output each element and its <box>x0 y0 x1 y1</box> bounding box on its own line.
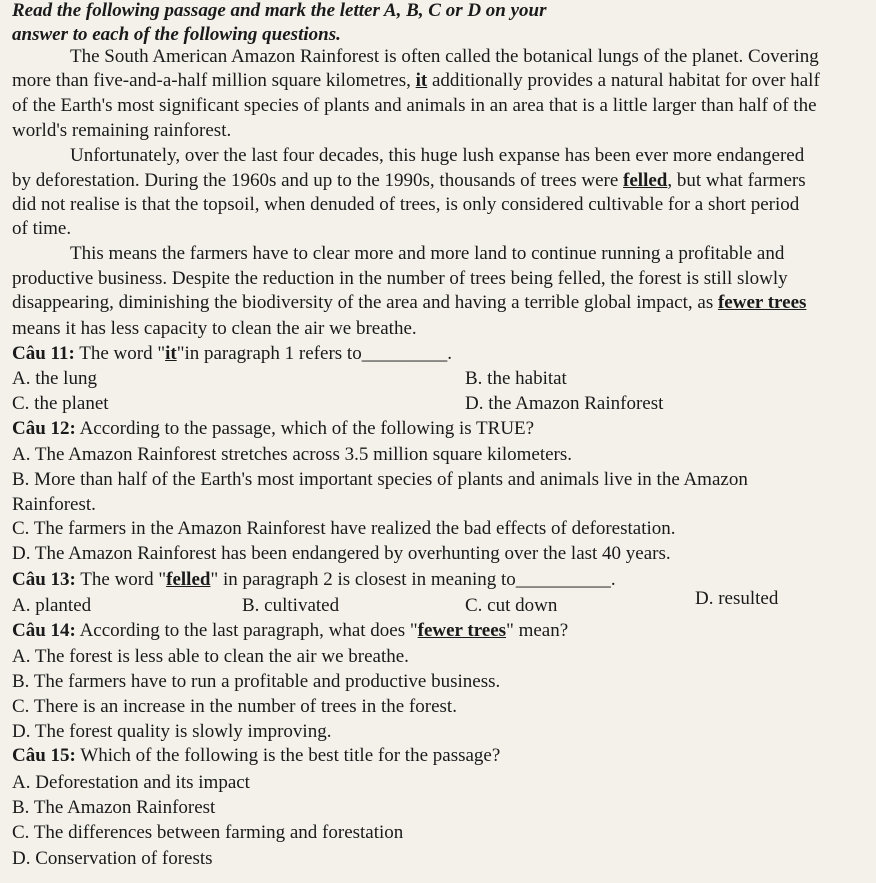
instructions-line-1: Read the following passage and mark the letter A, B, C or D on your <box>12 0 547 21</box>
q14-option-c[interactable]: C. There is an increase in the number of trees in the forest. <box>12 696 457 717</box>
passage-p3-line-2: productive business. Despite the reduction in the number of trees being felled, the forest is still slowly <box>12 268 788 289</box>
passage-p1-line-1: The South American Amazon Rainforest is often called the botanical lungs of the planet. Covering <box>70 46 819 67</box>
q11-option-d[interactable]: D. the Amazon Rainforest <box>465 393 664 414</box>
q15-option-a[interactable]: A. Deforestation and its impact <box>12 772 250 793</box>
q13-option-c[interactable]: C. cut down <box>465 595 558 616</box>
passage-p1-line-4: world's remaining rainforest. <box>12 120 232 141</box>
passage-p1-line-2: more than five-and-a-half million square kilometres, it additionally provides a natural habitat for over half <box>12 70 820 91</box>
passage-p2-line-3: did not realise is that the topsoil, when denuded of trees, is only considered cultivable for a short period <box>12 194 800 215</box>
q11-option-c[interactable]: C. the planet <box>12 393 109 414</box>
question-14: Câu 14: According to the last paragraph, what does "fewer trees" mean? <box>12 620 569 641</box>
passage-p3-line-4: means it has less capacity to clean the air we breathe. <box>12 318 417 339</box>
q12-option-a[interactable]: A. The Amazon Rainforest stretches across 3.5 million square kilometers. <box>12 444 573 465</box>
passage-p3-line-1: This means the farmers have to clear more and more land to continue running a profitable and <box>70 243 785 264</box>
q12-option-c[interactable]: C. The farmers in the Amazon Rainforest have realized the bad effects of deforestation. <box>12 518 676 539</box>
passage-p2-line-4: of time. <box>12 218 72 239</box>
keyword-it: it <box>415 70 428 91</box>
question-12: Câu 12: According to the passage, which of the following is TRUE? <box>12 418 535 439</box>
instructions-line-2: answer to each of the following questions. <box>12 24 341 45</box>
passage-p3-line-3: disappearing, diminishing the biodiversity of the area and having a terrible global impact, as fewer trees <box>12 292 807 313</box>
q14-option-b[interactable]: B. The farmers have to run a profitable and productive business. <box>12 671 501 692</box>
q11-option-b[interactable]: B. the habitat <box>465 368 567 389</box>
q12-option-b-cont[interactable]: Rainforest. <box>12 494 96 515</box>
q12-option-d[interactable]: D. The Amazon Rainforest has been endangered by overhunting over the last 40 years. <box>12 543 671 564</box>
question-13: Câu 13: The word "felled" in paragraph 2 is closest in meaning to__________. <box>12 569 616 590</box>
question-15: Câu 15: Which of the following is the best title for the passage? <box>12 745 501 766</box>
question-11: Câu 11: The word "it"in paragraph 1 refers to_________. <box>12 343 452 364</box>
q13-option-b[interactable]: B. cultivated <box>242 595 340 616</box>
q14-option-a[interactable]: A. The forest is less able to clean the air we breathe. <box>12 646 409 667</box>
passage-p2-line-2: by deforestation. During the 1960s and up to the 1990s, thousands of trees were felled, but what farmers <box>12 170 806 191</box>
passage-p2-line-1: Unfortunately, over the last four decades, this huge lush expanse has been ever more endangered <box>70 145 805 166</box>
q15-option-b[interactable]: B. The Amazon Rainforest <box>12 797 216 818</box>
q15-option-d[interactable]: D. Conservation of forests <box>12 848 213 869</box>
keyword-felled: felled <box>623 170 668 191</box>
q13-option-d[interactable]: D. resulted <box>695 588 779 609</box>
keyword-fewer-trees: fewer trees <box>717 292 807 313</box>
passage-p1-line-3: of the Earth's most significant species of plants and animals in an area that is a little larger than half of the <box>12 95 817 116</box>
q12-option-b[interactable]: B. More than half of the Earth's most important species of plants and animals live in the Amazon <box>12 469 748 490</box>
q14-option-d[interactable]: D. The forest quality is slowly improving. <box>12 721 332 742</box>
q13-option-a[interactable]: A. planted <box>12 595 92 616</box>
q11-option-a[interactable]: A. the lung <box>12 368 97 389</box>
q15-option-c[interactable]: C. The differences between farming and forestation <box>12 822 404 843</box>
